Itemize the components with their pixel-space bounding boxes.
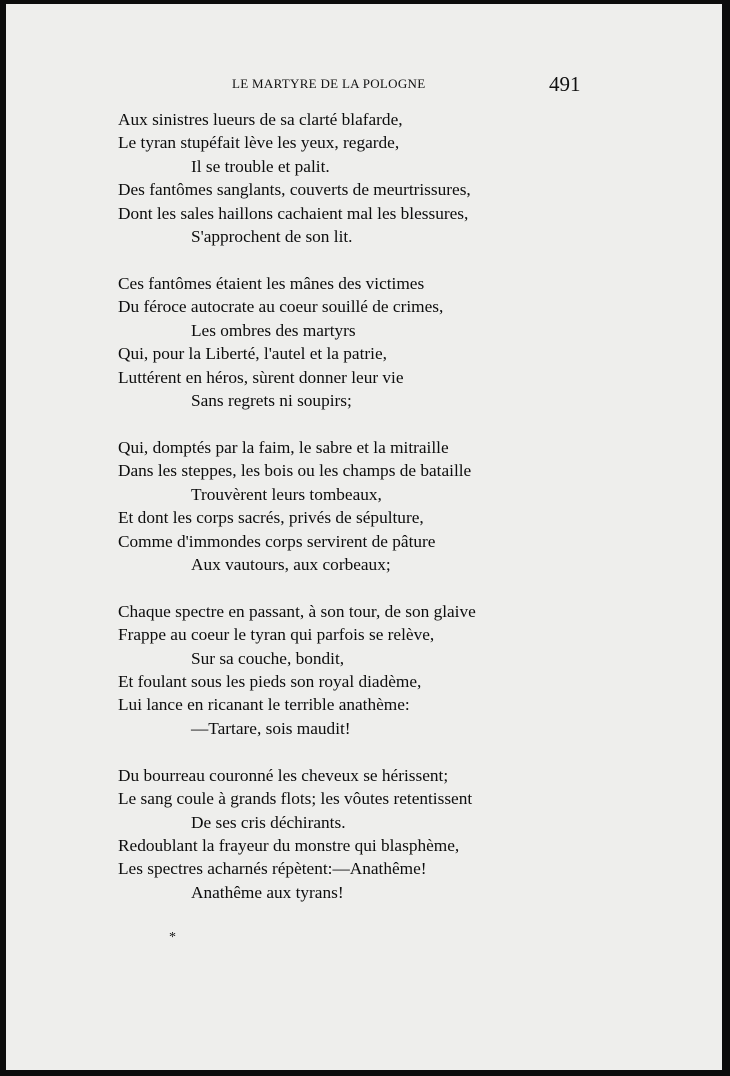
stanza-1 (118, 108, 618, 248)
verse-line-indented: Aux vautours, aux corbeaux; (191, 554, 391, 574)
verse-line-indented: S'approchent de son lit. (191, 227, 353, 247)
verse-line: Comme d'immondes corps servirent de pâture (118, 531, 436, 551)
verse-line: Du bourreau couronné les cheveux se hérissent; (118, 765, 449, 785)
poem (118, 108, 618, 928)
verse-line-indented: Anathême aux tyrans! (191, 882, 344, 902)
verse-line: Et foulant sous les pieds son royal diadème, (118, 672, 422, 692)
verse-line: Qui, domptés par la faim, le sabre et la mitraille (118, 437, 449, 457)
verse-line: Redoublant la frayeur du monstre qui blasphème, (118, 835, 460, 855)
verse-line: Frappe au coeur le tyran qui parfois se relève, (118, 625, 435, 645)
verse-line: Ces fantômes étaient les mânes des victimes (118, 273, 425, 293)
verse-line: Dont les sales haillons cachaient mal les blessures, (118, 203, 469, 223)
book-page (6, 4, 722, 1070)
verse-line: Lui lance en ricanant le terrible anathème: (118, 695, 410, 715)
stanza-4 (118, 600, 618, 740)
verse-line-indented: Sans regrets ni soupirs; (191, 390, 352, 410)
verse-line: Aux sinistres lueurs de sa clarté blafarde, (118, 110, 403, 129)
asterism-ornament: * (169, 930, 176, 945)
page-number: 491 (549, 72, 581, 96)
running-title: LE MARTYRE DE LA POLOGNE (232, 76, 426, 91)
stanza-2 (118, 272, 618, 412)
verse-line: Et dont les corps sacrés, privés de sépulture, (118, 508, 424, 528)
verse-line: Qui, pour la Liberté, l'autel et la patrie, (118, 344, 387, 364)
verse-line-indented: Il se trouble et palit. (191, 156, 330, 176)
verse-line: Chaque spectre en passant, à son tour, de son glaive (118, 601, 476, 621)
verse-line-indented: Les ombres des martyrs (191, 320, 356, 340)
verse-line: Les spectres acharnés répètent:—Anathême! (118, 859, 427, 879)
verse-line: Le sang coule à grands flots; les vôutes retentissent (118, 789, 473, 809)
stanza-3 (118, 436, 618, 576)
verse-line: Le tyran stupéfait lève les yeux, regarde, (118, 133, 400, 153)
verse-line-indented: De ses cris déchirants. (191, 812, 346, 832)
verse-line-indented: Sur sa couche, bondit, (191, 648, 345, 668)
verse-line-indented: —Tartare, sois maudit! (191, 718, 351, 738)
verse-line-indented: Trouvèrent leurs tombeaux, (191, 484, 382, 504)
verse-line: Dans les steppes, les bois ou les champs de bataille (118, 461, 472, 481)
stanza-5 (118, 764, 618, 904)
verse-line: Luttérent en héros, sùrent donner leur vie (118, 367, 404, 387)
verse-line: Du féroce autocrate au coeur souillé de crimes, (118, 297, 444, 317)
verse-line: Des fantômes sanglants, couverts de meurtrissures, (118, 180, 471, 200)
